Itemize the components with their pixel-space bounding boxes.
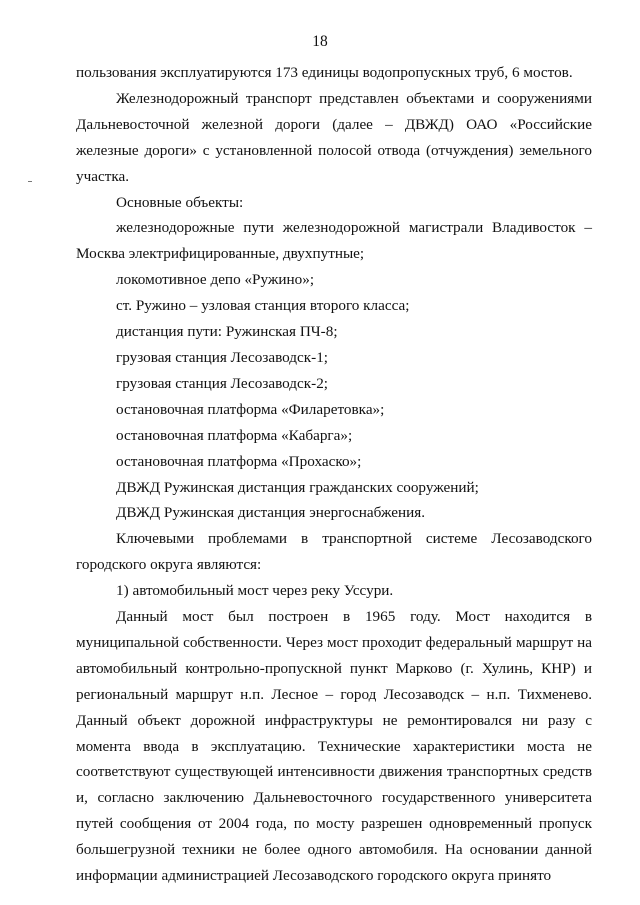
list-item-platform-kabarga: остановочная платформа «Кабарга»; (116, 426, 353, 444)
list-item-freight-station-2: грузовая станция Лесозаводск-2; (116, 374, 329, 392)
list-item-locomotive-depot: локомотивное депо «Ружино»; (116, 271, 315, 289)
page-number: 18 (312, 33, 328, 50)
list-item-platform-filaretovka: остановочная платформа «Филаретовка»; (116, 400, 385, 418)
list-item-ruzhino-station: ст. Ружино – узловая станция второго класса; (116, 297, 410, 315)
paragraph-main-objects-heading: Основные объекты: (116, 193, 244, 211)
margin-mark (28, 181, 32, 182)
list-item-platform-prokhasko: остановочная платформа «Прохаско»; (116, 452, 362, 470)
paragraph-continuation: пользования эксплуатируются 173 единицы водопропускных труб, 6 мостов. (76, 64, 573, 81)
list-item-railway-tracks: железнодорожные пути железнодорожной магистрали Владивосток – Москва электрифицированные, двухпутные; (76, 219, 592, 263)
list-item-track-distance: дистанция пути: Ружинская ПЧ-8; (116, 323, 338, 341)
list-item-power-supply: ДВЖД Ружинская дистанция энергоснабжения. (116, 504, 426, 522)
list-item-freight-station-1: грузовая станция Лесозаводск-1; (116, 348, 329, 366)
list-item-civil-structures: ДВЖД Ружинская дистанция гражданских сооружений; (116, 478, 479, 496)
list-item-bridge-problem: 1) автомобильный мост через реку Уссури. (116, 582, 394, 600)
paragraph-key-problems: Ключевыми проблемами в транспортной системе Лесозаводского городского округа являются: (76, 530, 592, 574)
document-body (76, 60, 592, 889)
paragraph-railway-intro: Железнодорожный транспорт представлен объектами и сооружениями Дальневосточной железной дороги (далее – ДВЖД) ОАО «Российские железные дороги» с установленной полосой отвода (отчуждения) земельного участка. (76, 89, 592, 185)
paragraph-bridge-details: Данный мост был построен в 1965 году. Мост находится в муниципальной собственности. Через мост проходит федеральный маршрут на автомобильный контрольно-пропускной пункт Марково (г. Хулинь, КНР) и региональный маршрут н.п. Лесное – город Лесозаводск – н.п. Тихменево. Данный объект дорожной инфраструктуры не ремонтировался ни разу с момента ввода в эксплуатацию. Технические характеристики моста не соответствуют существующей интенсивности движения транспортных средств и, согласно заключению Дальневосточного государственного университета путей сообщения от 2004 года, по мосту разрешен одновременный пропуск большегрузной техники не более одного автомобиля. На основании данной информации администрацией Лесозаводского городского округа принято (76, 608, 592, 885)
